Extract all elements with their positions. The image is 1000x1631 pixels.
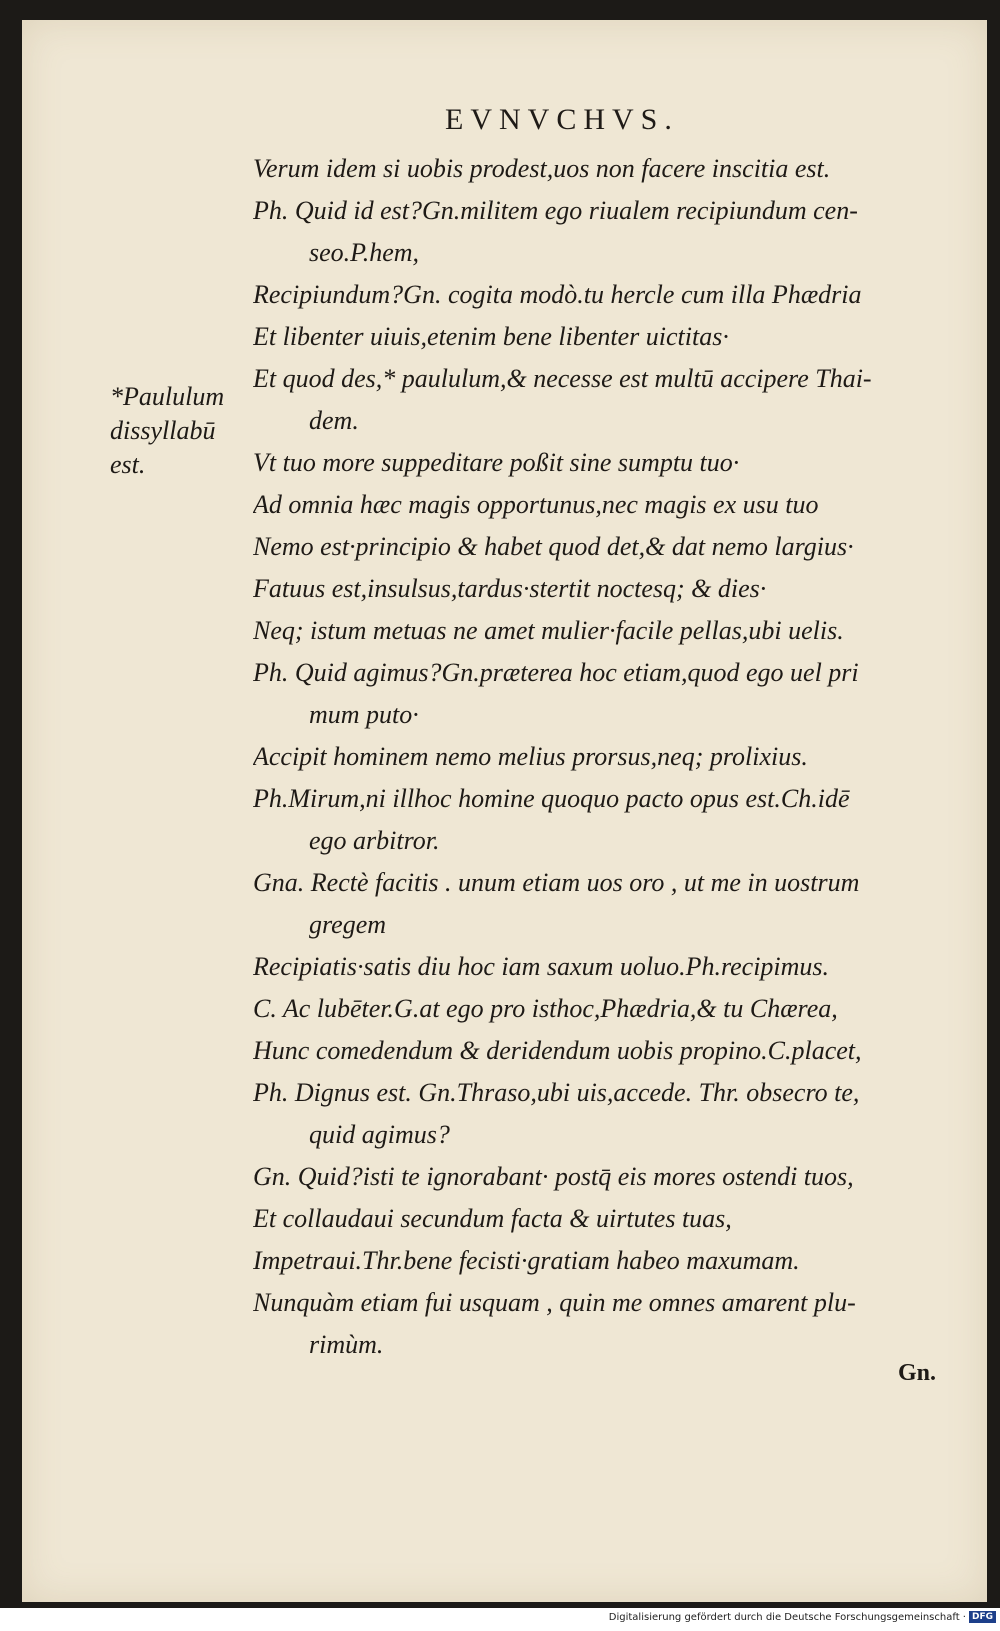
text-line: C. Ac lubēter.G.at ego pro isthoc,Phædria,& tu Chærea, bbox=[253, 994, 838, 1023]
margin-note bbox=[110, 380, 250, 482]
text-line: quid agimus? bbox=[309, 1120, 450, 1149]
text-line: Fatuus est,insulsus,tardus·stertit noctesq; & dies· bbox=[253, 574, 767, 603]
text-line: Gna. Rectè facitis . unum etiam uos oro , ut me in uostrum bbox=[253, 868, 860, 897]
text-line: Ph. Quid id est?Gn.militem ego riualem recipiundum cen- bbox=[253, 196, 858, 225]
text-line: Gn. Quid?isti te ignorabant· postq̄ eis mores ostendi tuos, bbox=[253, 1162, 854, 1191]
funding-footer bbox=[0, 1611, 996, 1623]
text-line: Et libenter uiuis,etenim bene libenter uictitas· bbox=[253, 322, 729, 351]
text-line: Nemo est·principio & habet quod det,& dat nemo largius· bbox=[253, 532, 854, 561]
text-line: Neq; istum metuas ne amet mulier·facile pellas,ubi uelis. bbox=[253, 616, 844, 645]
margin-note-line: est. bbox=[110, 450, 146, 479]
running-header: EVNVCHVS. bbox=[445, 103, 679, 136]
text-line: Impetraui.Thr.bene fecisti·gratiam habeo maxumam. bbox=[253, 1246, 800, 1275]
text-line: dem. bbox=[309, 406, 359, 435]
text-line: ego arbitror. bbox=[309, 826, 440, 855]
text-line: Hunc comedendum & deridendum uobis propino.C.placet, bbox=[253, 1036, 862, 1065]
text-block bbox=[253, 148, 953, 1366]
text-line: Nunquàm etiam fui usquam , quin me omnes amarent plu- bbox=[253, 1288, 856, 1317]
footer-text: Digitalisierung gefördert durch die Deutsche Forschungsgemeinschaft · bbox=[608, 1612, 966, 1623]
text-line: rimùm. bbox=[309, 1330, 384, 1359]
text-line: Et collaudaui secundum facta & uirtutes tuas, bbox=[253, 1204, 732, 1233]
text-line: Recipiundum?Gn. cogita modò.tu hercle cum illa Phædria bbox=[253, 280, 862, 309]
text-line: gregem bbox=[309, 910, 387, 939]
text-line: seo.P.hem, bbox=[309, 238, 420, 267]
text-line: Et quod des,* paululum,& necesse est multū accipere Thai- bbox=[253, 364, 872, 393]
text-line: Ph. Quid agimus?Gn.præterea hoc etiam,quod ego uel pri bbox=[253, 658, 859, 687]
text-line: Ad omnia hæc magis opportunus,nec magis ex usu tuo bbox=[253, 490, 819, 519]
margin-note-line: *Paululum bbox=[110, 382, 225, 411]
text-line: mum puto· bbox=[309, 700, 419, 729]
catchword: Gn. bbox=[898, 1360, 937, 1386]
text-line: Ph. Dignus est. Gn.Thraso,ubi uis,accede. Thr. obsecro te, bbox=[253, 1078, 860, 1107]
text-line: Accipit hominem nemo melius prorsus,neq; prolixius. bbox=[253, 742, 808, 771]
margin-note-line: dissyllabū bbox=[110, 416, 216, 445]
text-line: Ph.Mirum,ni illhoc homine quoquo pacto opus est.Ch.idē bbox=[253, 784, 850, 813]
text-line: Vt tuo more suppeditare poßit sine sumptu tuo· bbox=[253, 448, 740, 477]
dfg-logo: DFG bbox=[969, 1611, 996, 1623]
text-line: Verum idem si uobis prodest,uos non facere inscitia est. bbox=[253, 154, 831, 183]
text-line: Recipiatis·satis diu hoc iam saxum uoluo.Ph.recipimus. bbox=[253, 952, 830, 981]
